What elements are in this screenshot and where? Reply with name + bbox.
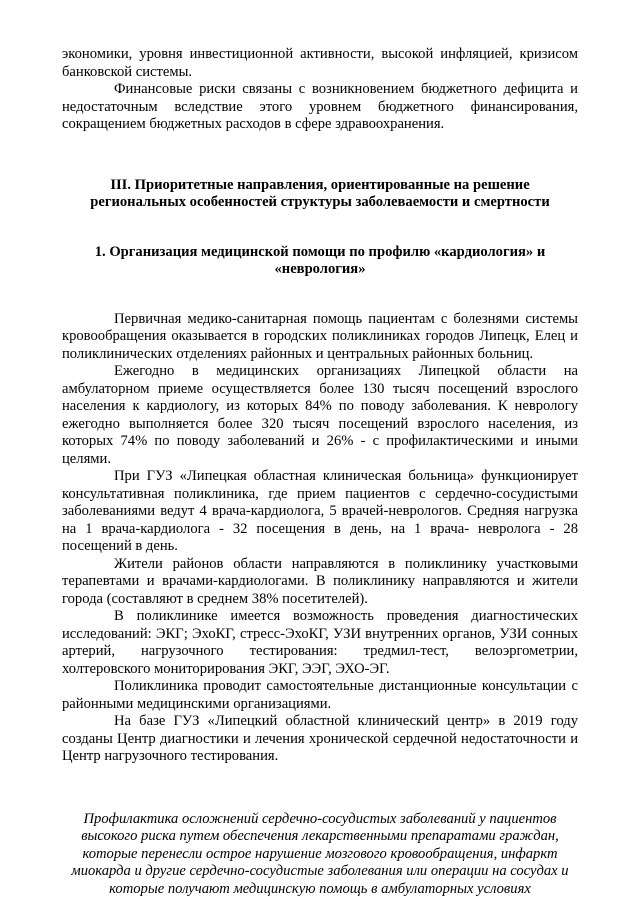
subsection-heading: 1. Организация медицинской помощи по профилю «кардиология» и «неврология»	[94, 243, 546, 277]
paragraph-primary-care: Первичная медико-санитарная помощь пациентам с болезнями системы кровообращения оказывается в городских поликлиниках городов Липецк, Елец и поликлинических отделениях районных и центральных районных больниц.	[62, 310, 578, 362]
section-heading: III. Приоритетные направления, ориентированные на решение региональных особенностей структуры заболеваемости и смертности	[90, 176, 550, 210]
paragraph-annual-visits: Ежегодно в медицинских организациях Липецкой области на амбулаторном приеме осуществляется более 130 тысяч посещений взрослого населения к кардиологу, из которых 84% по поводу заболевания. К неврологу ежегодно выполняется более 320 тысяч посещений взрослого населения, из которых 74% по поводу заболеваний и 26% - с профилактическими и иными целями.	[62, 363, 578, 467]
paragraph-centers: На базе ГУЗ «Липецкий областной клинический центр» в 2019 году созданы Центр диагностики и лечения хронической сердечной недостаточности и Центр нагрузочного тестирования.	[62, 713, 578, 764]
paragraph-continuation: экономики, уровня инвестиционной активности, высокой инфляцией, кризисом банковской системы.	[62, 46, 578, 80]
paragraph-diagnostics: В поликлинике имеется возможность проведения диагностических исследований: ЭКГ; ЭхоКГ, стресс-ЭхоКГ, УЗИ внутренних органов, УЗИ сонных артерий, нагрузочного тестирования: тредмил-тест, велоэргометрии, холтеровского мониторирования ЭКГ, ЭЭГ, ЭХО-ЭГ.	[62, 608, 578, 677]
paragraph-referrals: Жители районов области направляются в поликлинику участковыми терапевтами и врачами-кардиологами. В поликлинику направляются и жители города (составляют в среднем 38% посетителей).	[62, 555, 578, 607]
paragraph-remote-consults: Поликлиника проводит самостоятельные дистанционные консультации с районными медицинскими организациями.	[62, 678, 578, 712]
paragraph-consult-clinic: При ГУЗ «Липецкая областная клиническая больница» функционирует консультативная поликлиника, где прием пациентов с сердечно-сосудистыми заболеваниями ведут 4 врача-кардиолога, 5 врачей-неврологов. Средняя нагрузка на 1 врача-кардиолога - 32 посещения в день, на 1 врача- невролога - 28 посещений в день.	[62, 468, 578, 554]
paragraph-financial-risks: Финансовые риски связаны с возникновением бюджетного дефицита и недостаточным вследствие этого уровнем бюджетного финансирования, сокращением бюджетных расходов в сфере здравоохранения.	[62, 81, 578, 132]
italic-note: Профилактика осложнений сердечно-сосудистых заболеваний у пациентов высокого риска путем обеспечения лекарственными препаратами граждан, которые перенесли острое нарушение мозгового кровообращения, инфаркт миокарда и другие сердечно-сосудистые заболевания или операции на сосудах и которые получают медицинскую помощь в амбулаторных условиях	[71, 810, 569, 897]
